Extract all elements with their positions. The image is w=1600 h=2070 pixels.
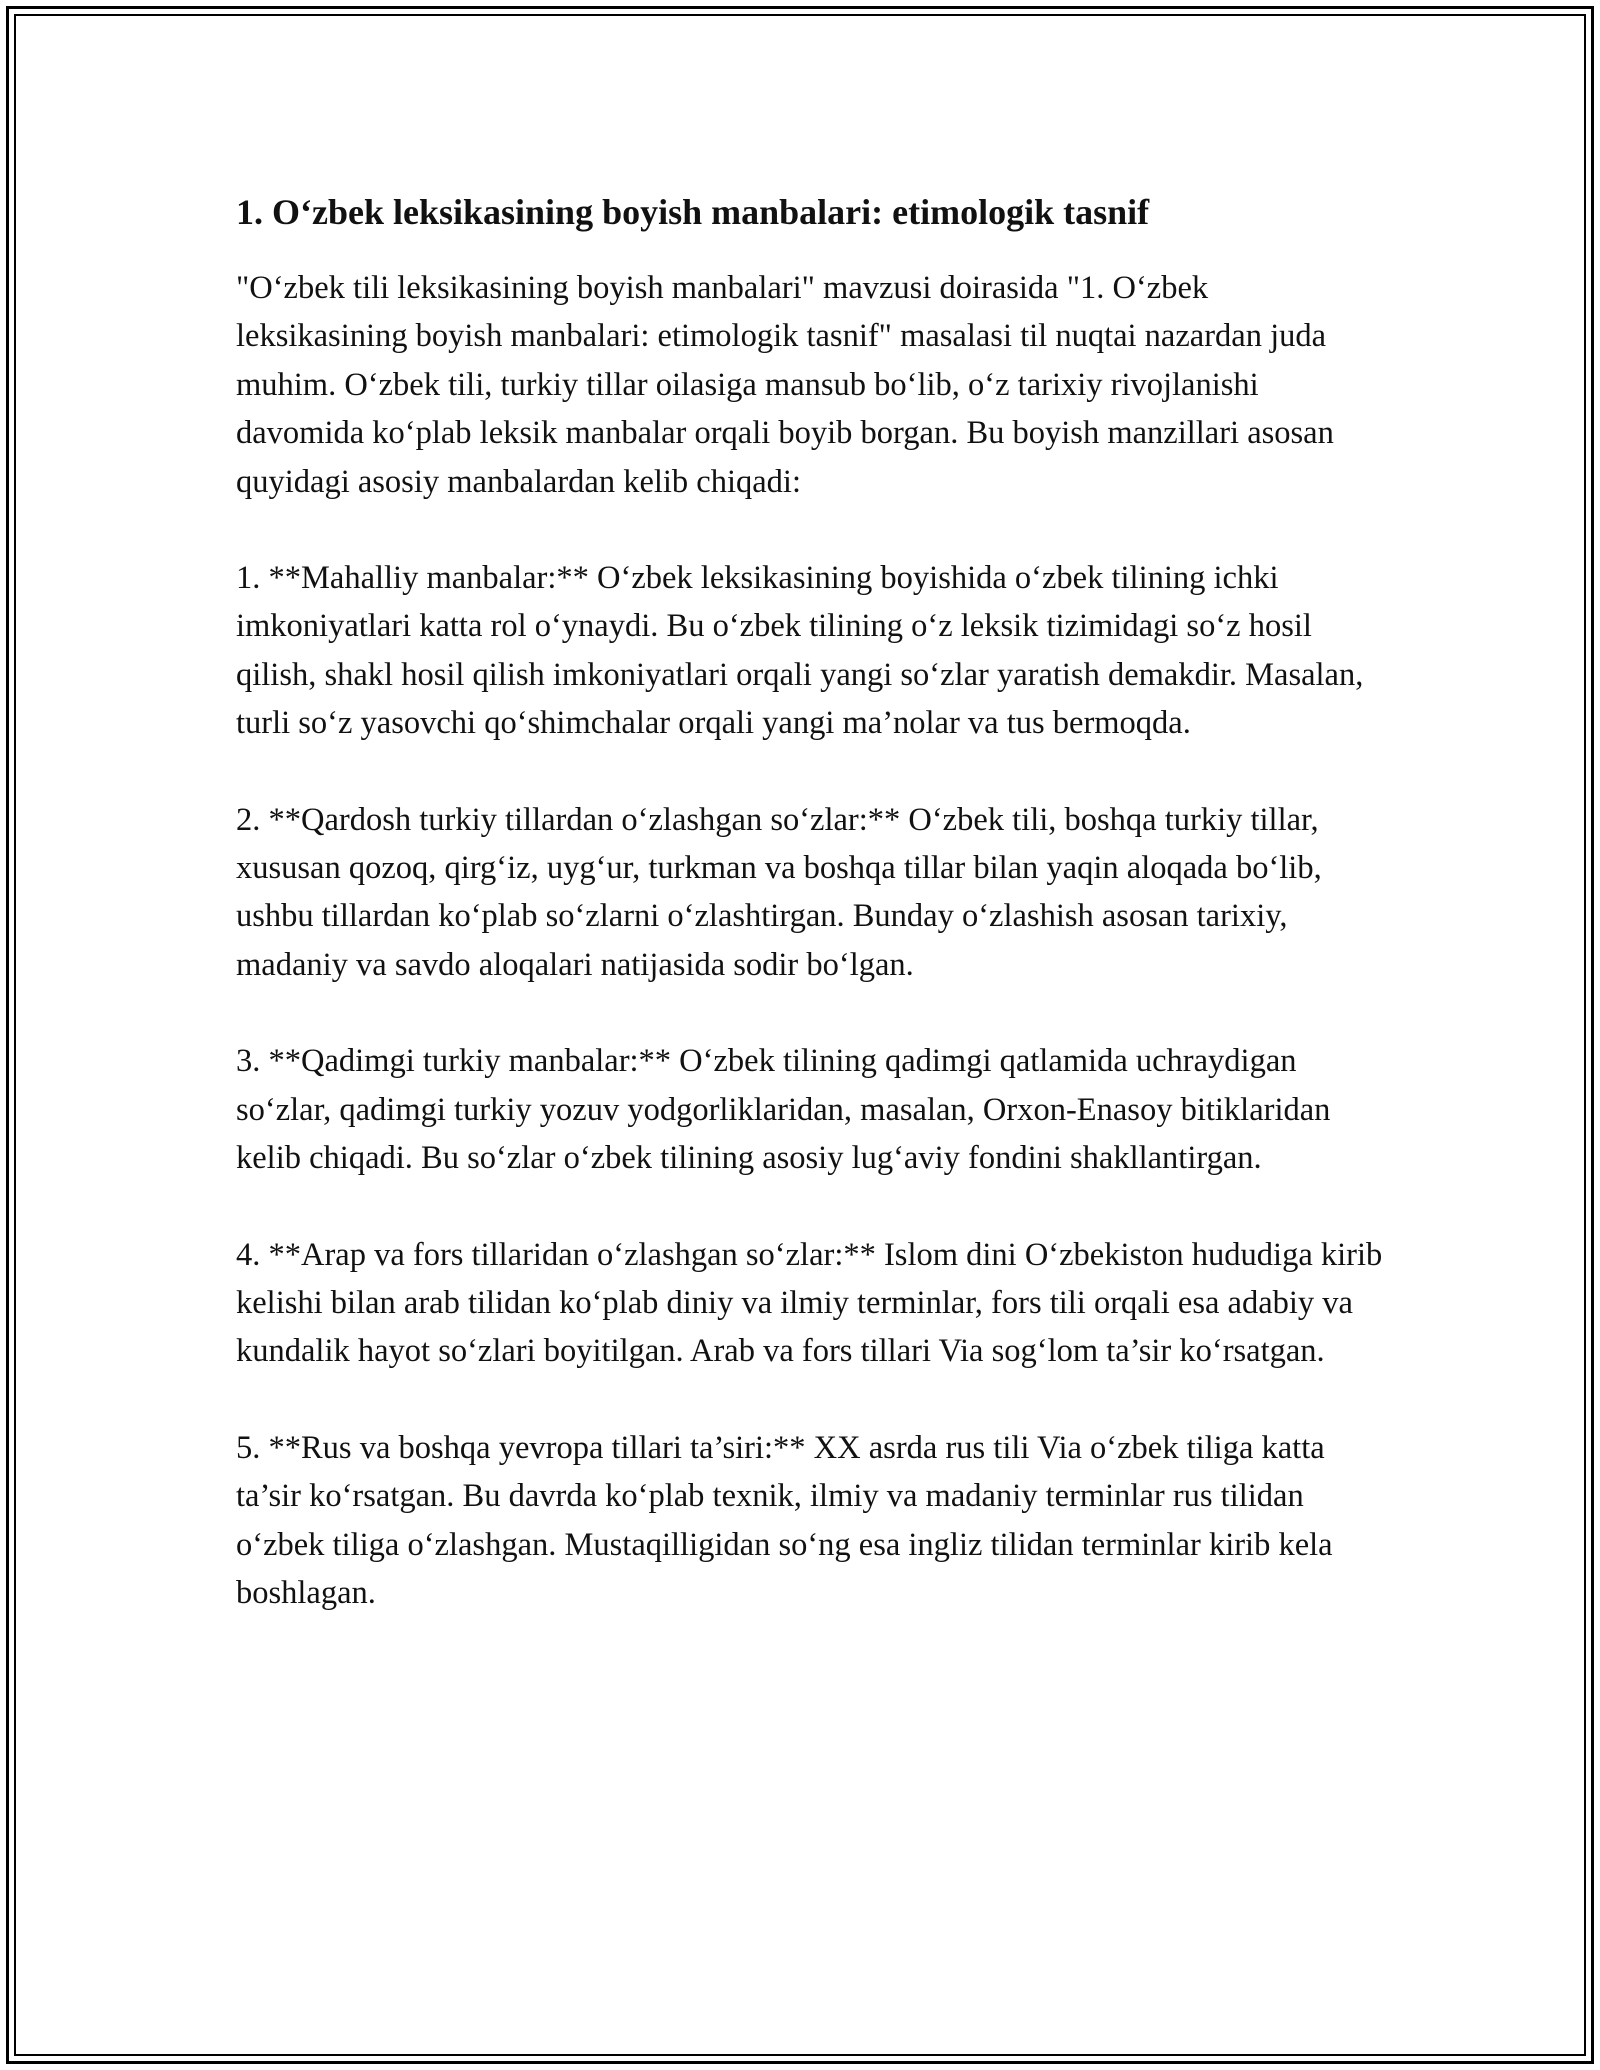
document-title: 1. O‘zbek leksikasining boyish manbalari: etimologik tasnif <box>236 192 1150 232</box>
intro-paragraph: "O‘zbek tili leksikasining boyish manbalari" mavzusi doirasida "1. O‘zbek leksikasining boyish manbalari: etimologik tasnif" masalasi til nuqtai nazardan juda muhim. O‘zbek tili, turkiy tillar oilasiga mansub bo‘lib, o‘z tarixiy rivojlanishi davomida ko‘plab leksik manbalar orqali boyib borgan. Bu boyish manzillari asosan quyidagi asosiy manbalardan kelib chiqadi: <box>236 270 1334 500</box>
paragraph-ancient-turkic-sources: 3. **Qadimgi turkiy manbalar:** O‘zbek tilining qadimgi qatlamida uchraydigan so‘zlar, qadimgi turkiy yozuv yodgorliklaridan, masalan, Orxon-Enasoy bitiklaridan kelib chiqadi. Bu so‘zlar o‘zbek tilining asosiy lug‘aviy fondini shakllantirgan. <box>236 1043 1331 1177</box>
paragraph-russian-european-influence: 5. **Rus va boshqa yevropa tillari ta’siri:** XX asrda rus tili Via o‘zbek tiliga katta ta’sir ko‘rsatgan. Bu davrda ko‘plab texnik, ilmiy va madaniy terminlar rus tilidan o‘zbek tiliga o‘zlashgan. Mustaqilligidan so‘ng esa ingliz tilidan terminlar kirib kela boshlagan. <box>236 1429 1333 1611</box>
paragraph-arabic-persian-borrowings: 4. **Arap va fors tillaridan o‘zlashgan so‘zlar:** Islom dini O‘zbekiston hududiga kirib kelishi bilan arab tilidan ko‘plab diniy va ilmiy terminlar, fors tili orqali esa adabiy va kundalik hayot so‘zlari boyitilgan. Arab va fors tillari Via sog‘lom ta’sir ko‘rsatgan. <box>236 1236 1383 1370</box>
paragraph-turkic-borrowings: 2. **Qardosh turkiy tillardan o‘zlashgan so‘zlar:** O‘zbek tili, boshqa turkiy tillar, xususan qozoq, qirg‘iz, uyg‘ur, turkman va boshqa tillar bilan yaqin aloqada bo‘lib, ushbu tillardan ko‘plab so‘zlarni o‘zlashtirgan. Bunday o‘zlashish asosan tarixiy, madaniy va savdo aloqalari natijasida sodir bo‘lgan. <box>236 801 1322 983</box>
paragraph-local-sources: 1. **Mahalliy manbalar:** O‘zbek leksikasining boyishida o‘zbek tilining ichki imkoniyatlari katta rol o‘ynaydi. Bu o‘zbek tilining o‘z leksik tizimidagi so‘z hosil qilish, shakl hosil qilish imkoniyatlari orqali yangi so‘zlar yaratish demakdir. Masalan, turli so‘z yasovchi qo‘shimchalar orqali yangi ma’nolar va tus bermoqda. <box>236 560 1364 742</box>
document-body <box>236 186 1386 1665</box>
